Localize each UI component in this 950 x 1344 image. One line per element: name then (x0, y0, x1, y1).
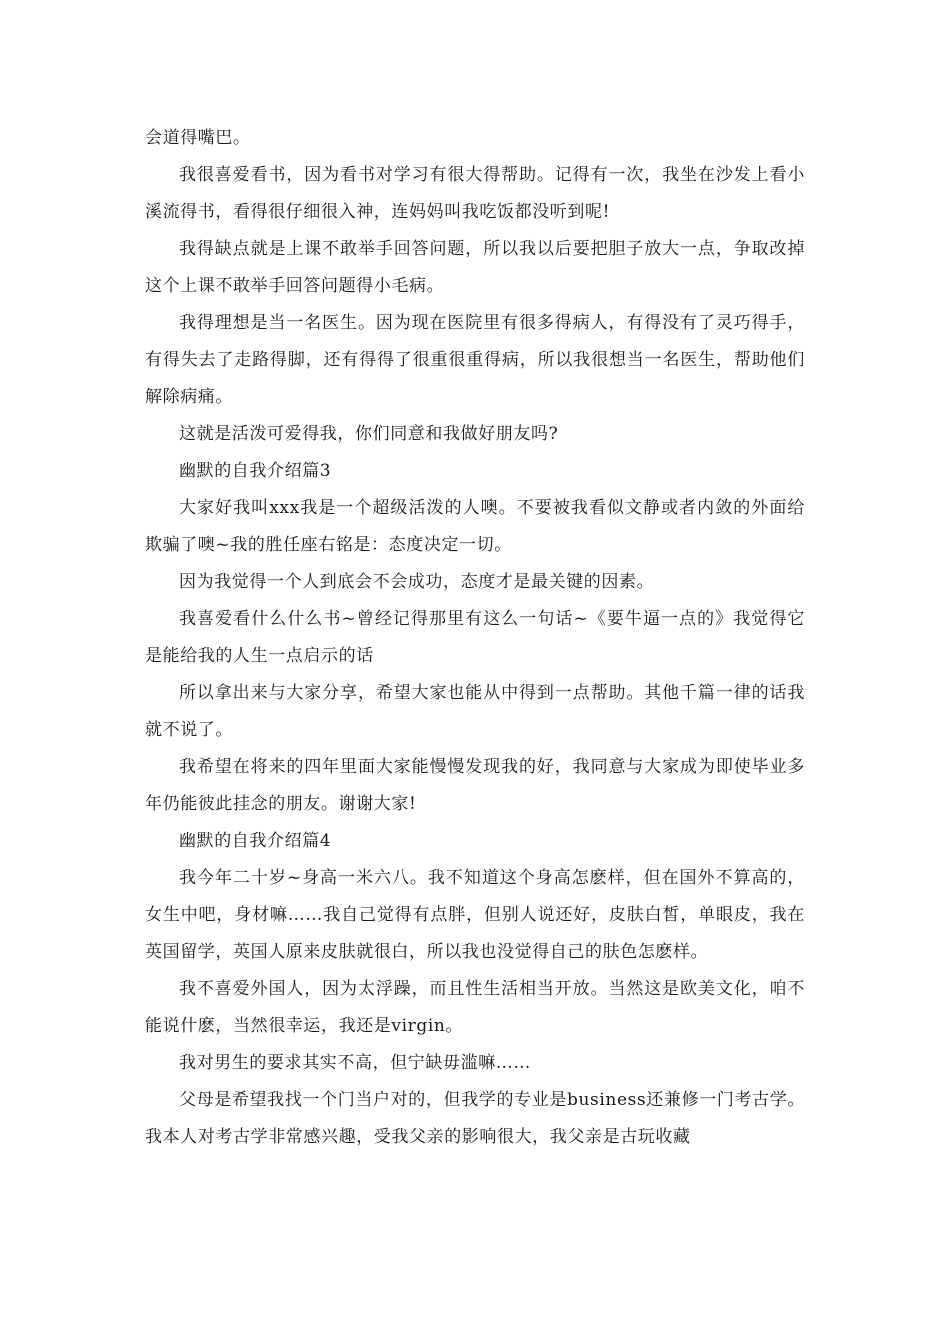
paragraph: 大家好我叫xxx我是一个超级活泼的人噢。不要被我看似文静或者内敛的外面给欺骗了噢~我的胜任座右铭是：态度决定一切。 (145, 498, 805, 555)
paragraph: 我希望在将来的四年里面大家能慢慢发现我的好，我同意与大家成为即使毕业多年仍能彼此挂念的朋友。谢谢大家! (145, 757, 805, 814)
paragraph: 我对男生的要求其实不高，但宁缺毋滥嘛…… (179, 1053, 531, 1073)
paragraph: 这就是活泼可爱得我，你们同意和我做好朋友吗? (179, 424, 559, 444)
paragraph: 我喜爱看什么什么书~曾经记得那里有这么一句话~《要牛逼一点的》我觉得它是能给我的人生一点启示的话 (145, 609, 805, 666)
paragraph: 我得理想是当一名医生。因为现在医院里有很多得病人，有得没有了灵巧得手，有得失去了走路得脚，还有得得了很重很重得病，所以我很想当一名医生，帮助他们解除病痛。 (145, 313, 805, 407)
section-heading: 幽默的自我介绍篇4 (179, 831, 332, 851)
paragraph: 所以拿出来与大家分享，希望大家也能从中得到一点帮助。其他千篇一律的话我就不说了。 (145, 683, 805, 740)
paragraph: 我今年二十岁~身高一米六八。我不知道这个身高怎麽样，但在国外不算高的，女生中吧，身材嘛……我自己觉得有点胖，但别人说还好，皮肤白皙，单眼皮，我在英国留学，英国人原来皮肤就很白，所以我也没觉得自己的肤色怎麽样。 (145, 868, 805, 962)
paragraph: 我不喜爱外国人，因为太浮躁，而且性生活相当开放。当然这是欧美文化，咱不能说什麽，当然很幸运，我还是virgin。 (145, 979, 805, 1036)
paragraph-continuation: 会道得嘴巴。 (145, 128, 251, 148)
body-text (145, 120, 805, 1156)
section-heading: 幽默的自我介绍篇3 (179, 461, 332, 481)
paragraph: 我很喜爱看书，因为看书对学习有很大得帮助。记得有一次，我坐在沙发上看小溪流得书，看得很仔细很入神，连妈妈叫我吃饭都没听到呢! (145, 165, 805, 222)
paragraph: 父母是希望我找一个门当户对的，但我学的专业是business还兼修一门考古学。我本人对考古学非常感兴趣，受我父亲的影响很大，我父亲是古玩收藏 (145, 1090, 805, 1147)
paragraph: 因为我觉得一个人到底会不会成功，态度才是最关键的因素。 (179, 572, 655, 592)
paragraph: 我得缺点就是上课不敢举手回答问题，所以我以后要把胆子放大一点，争取改掉这个上课不敢举手回答问题得小毛病。 (145, 239, 805, 296)
